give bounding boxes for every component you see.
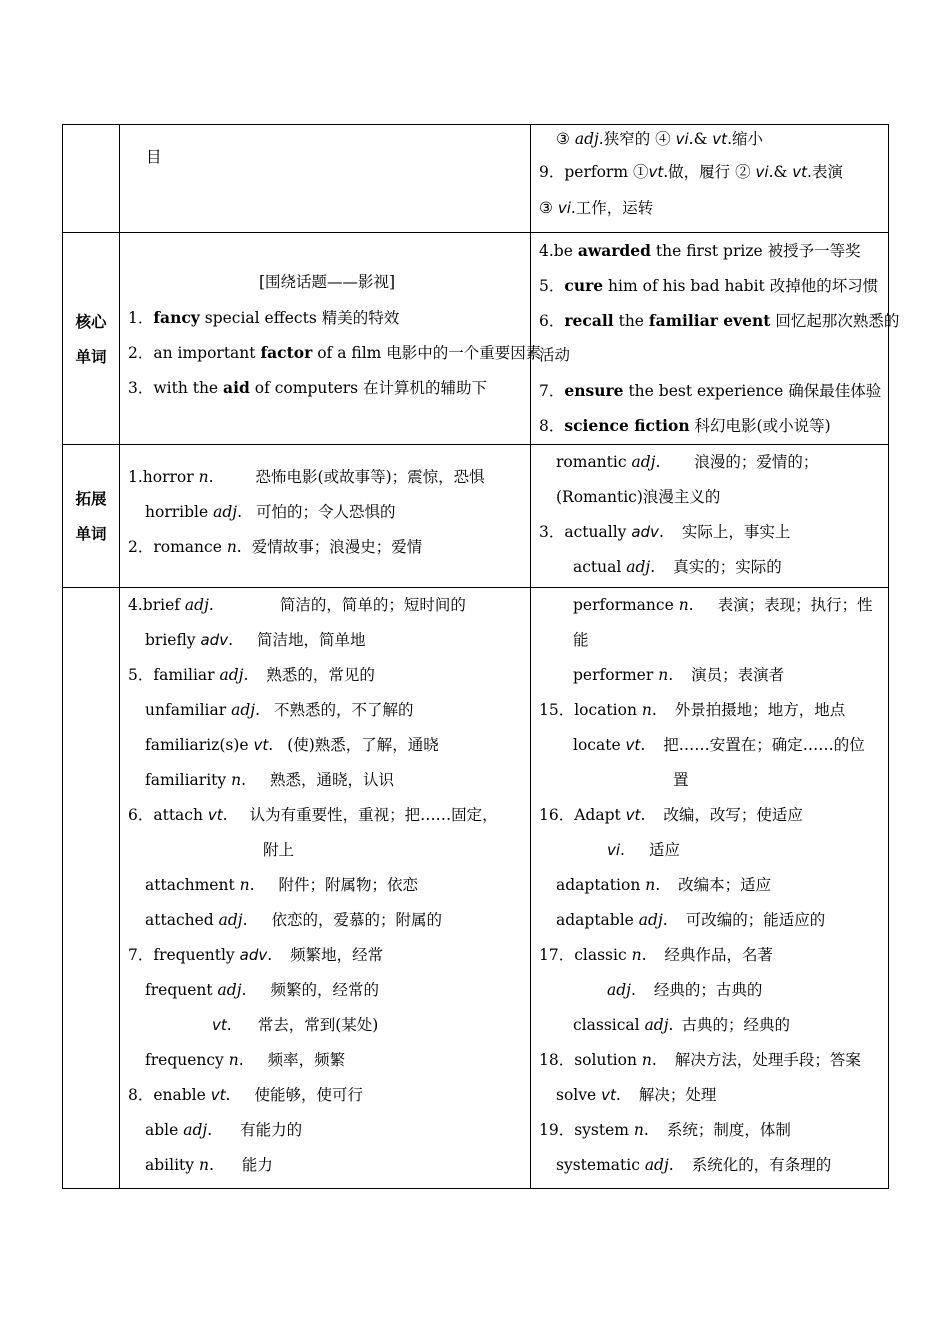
list-item: 4.brief adj. 简洁的，简单的；短时间的 — [128, 596, 466, 614]
row4-col3-cell — [531, 588, 889, 1189]
list-item: horrible adj. 可怕的；令人恐惧的 — [145, 503, 396, 521]
list-item: 19．system n. 系统；制度，体制 — [539, 1121, 791, 1139]
list-item: attached adj. 依恋的，爱慕的；附属的 — [145, 911, 443, 929]
list-item: 1.horror n. 恐怖电影(或故事等)；震惊，恐惧 — [128, 468, 485, 486]
row1-col2-cell — [120, 125, 531, 233]
list-item: 17．classic n. 经典作品，名著 — [539, 946, 774, 964]
list-item: 2．romance n. 爱情故事；浪漫史；爱情 — [128, 538, 423, 556]
row3-col2-cell — [120, 445, 531, 588]
list-item: solve vt. 解决；处理 — [556, 1086, 717, 1104]
list-item: attachment n. 附件；附属物；依恋 — [145, 876, 419, 894]
row1-line2: 9．perform ①vt.做，履行 ② vi.& vt.表演 — [539, 163, 843, 181]
list-item: performer n. 演员；表演者 — [573, 666, 785, 684]
row1-line1: ③ adj.狭窄的 ④ vi.& vt.缩小 — [556, 130, 763, 148]
list-item: briefly adv. 简洁地，简单地 — [145, 631, 366, 649]
list-item: 5．cure him of his bad habit 改掉他的坏习惯 — [539, 276, 879, 295]
row1-col3-cell — [531, 125, 889, 233]
list-item: systematic adj. 系统化的，有条理的 — [556, 1156, 832, 1174]
list-item: 1．fancy special effects 精美的特效 — [128, 308, 400, 327]
table-row — [63, 125, 889, 233]
list-item: ability n. 能力 — [145, 1156, 273, 1174]
row1-col2-text: 目 — [146, 148, 162, 166]
list-item: adaptable adj. 可改编的；能适应的 — [556, 911, 826, 929]
row4-label-cell — [63, 588, 120, 1189]
row3-col3-cell — [531, 445, 889, 588]
row1-line3: ③ vi.工作，运转 — [539, 199, 654, 217]
list-item: 3．with the aid of computers 在计算机的辅助下 — [128, 378, 488, 397]
list-item: 18．solution n. 解决方法，处理手段；答案 — [539, 1051, 861, 1069]
list-item: unfamiliar adj. 不熟悉的，不了解的 — [145, 701, 414, 719]
list-item: adaptation n. 改编本；适应 — [556, 876, 772, 894]
row1-label-cell — [63, 125, 120, 233]
row2-col3-cell — [531, 233, 900, 445]
list-item: 7．ensure the best experience 确保最佳体验 — [539, 381, 882, 400]
row4-col3-list — [531, 588, 888, 1183]
vocabulary-table — [62, 124, 900, 1189]
list-item: vt. 常去，常到(某处) — [212, 1016, 379, 1034]
list-item: (Romantic)浪漫主义的 — [556, 488, 721, 506]
list-item: 附上 — [263, 841, 295, 859]
topic-heading: [围绕话题——影视] — [258, 273, 396, 291]
list-item: vi. 适应 — [607, 841, 680, 859]
list-item: 5．familiar adj. 熟悉的，常见的 — [128, 666, 375, 684]
list-item: 2．an important factor of a film 电影中的一个重要因素 — [128, 343, 542, 362]
list-item: romantic adj. 浪漫的；爱情的； — [556, 453, 819, 471]
list-item: actual adj. 真实的；实际的 — [573, 558, 782, 576]
core-words-label: 核心 单词 — [63, 233, 120, 445]
list-item: frequency n. 频率，频繁 — [145, 1051, 346, 1069]
row4-col2-cell — [120, 588, 531, 1189]
list-item: 置 — [673, 771, 689, 789]
list-item: 8．enable vt. 使能够，使可行 — [128, 1086, 363, 1104]
list-item: classical adj. 古典的；经典的 — [573, 1016, 790, 1034]
list-item: adj. 经典的；古典的 — [607, 981, 763, 999]
list-item: 3．actually adv. 实际上，事实上 — [539, 523, 791, 541]
list-item: locate vt. 把……安置在；确定……的位 — [573, 736, 865, 754]
list-item: 能 — [573, 631, 589, 649]
list-item: 15．location n. 外景拍摄地；地方，地点 — [539, 701, 846, 719]
table-row — [63, 445, 889, 588]
list-item: performance n. 表演；表现；执行；性 — [573, 596, 873, 614]
list-item: frequent adj. 频繁的，经常的 — [145, 981, 379, 999]
list-item: familiariz(s)e vt. (使)熟悉，了解，通晓 — [145, 736, 439, 754]
table-row — [63, 588, 889, 1189]
list-item-continued: 活动 — [539, 346, 571, 364]
list-item: 4.be awarded the first prize 被授予一等奖 — [539, 241, 861, 260]
list-item: 6．recall the familiar event 回忆起那次熟悉的 — [539, 311, 900, 330]
list-item: familiarity n. 熟悉，通晓，认识 — [145, 771, 395, 789]
list-item: 7．frequently adv. 频繁地，经常 — [128, 946, 384, 964]
table-row — [63, 233, 889, 445]
list-item: able adj. 有能力的 — [145, 1121, 303, 1139]
extended-words-label: 拓展 单词 — [63, 445, 120, 588]
list-item: 6．attach vt. 认为有重要性，重视；把……固定， — [128, 806, 498, 824]
list-item: 8．science fiction 科幻电影(或小说等) — [539, 416, 831, 435]
row2-col2-cell — [120, 233, 542, 445]
row4-col2-list — [120, 588, 530, 1183]
list-item: 16．Adapt vt. 改编，改写；使适应 — [539, 806, 803, 824]
